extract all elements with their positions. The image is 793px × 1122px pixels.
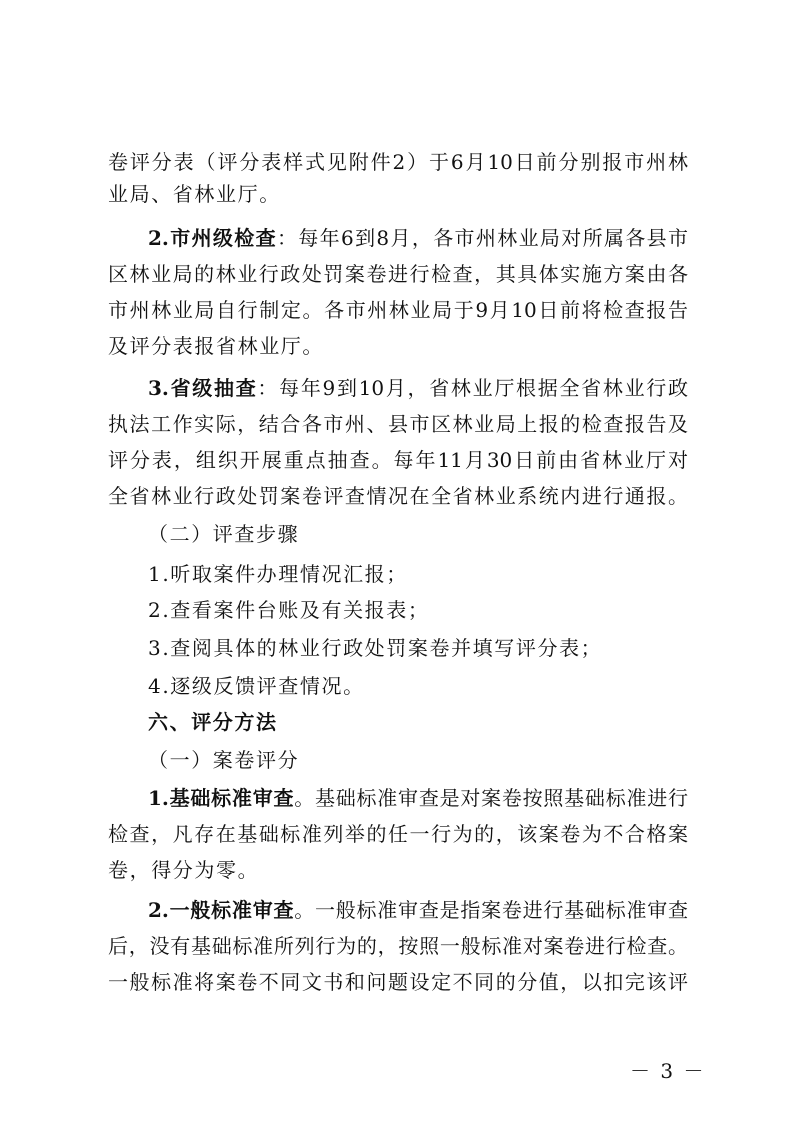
paragraph-line: 执法工作实际，结合各市州、县市区林业局上报的检查报告及 — [108, 412, 688, 436]
paragraph-text: ：每年6到8月，各市州林业局对所属各县市 — [276, 226, 688, 250]
paragraph-line: 检查，凡存在基础标准列举的任一行为的，该案卷为不合格案 — [108, 822, 688, 846]
paragraph-line — [148, 784, 688, 812]
paragraph-line: 后，没有基础标准所列行为的，按照一般标准对案卷进行检查。 — [108, 934, 688, 958]
paragraph-text: 。一般标准审查是指案卷进行基础标准审查 — [294, 898, 688, 922]
paragraph-text: ：每年9到10月，省林业厅根据全省林业行政 — [257, 376, 688, 400]
paragraph-line — [148, 224, 688, 252]
section-heading-inline: 3.省级抽查 — [148, 376, 258, 400]
subsection-heading: （一）案卷评分 — [148, 748, 300, 772]
list-item: 4.逐级反馈评查情况。 — [148, 674, 365, 698]
section-heading-inline: 2.一般标准审查 — [148, 898, 295, 922]
list-item: 2.查看案件台账及有关报表； — [148, 598, 430, 622]
paragraph-line: 区林业局的林业行政处罚案卷进行检查，其具体实施方案由各 — [108, 262, 688, 286]
paragraph-text: 。基础标准审查是对案卷按照基础标准进行 — [294, 786, 688, 810]
paragraph-line: 市州林业局自行制定。各市州林业局于9月10日前将检查报告 — [108, 298, 688, 322]
section-heading: 六、评分方法 — [148, 710, 278, 734]
paragraph-line — [148, 374, 688, 402]
list-item: 1.听取案件办理情况汇报； — [148, 562, 408, 586]
section-heading-inline: 1.基础标准审查 — [148, 786, 295, 810]
paragraph-line: 卷评分表（评分表样式见附件2）于6月10日前分别报市州林 — [108, 150, 688, 174]
section-heading-inline: 2.市州级检查 — [148, 226, 277, 250]
list-item: 3.查阅具体的林业行政处罚案卷并填写评分表； — [148, 636, 603, 660]
paragraph-line — [148, 896, 688, 924]
paragraph-line: 及评分表报省林业厅。 — [108, 334, 324, 358]
paragraph-line: 评分表，组织开展重点抽查。每年11月30日前由省林业厅对 — [108, 448, 688, 472]
paragraph-line: 一般标准将案卷不同文书和问题设定不同的分值，以扣完该评 — [108, 970, 688, 994]
paragraph-line: 业局、省林业厅。 — [108, 182, 281, 206]
page-number: － 3 － — [630, 1059, 706, 1083]
paragraph-line: 卷，得分为零。 — [108, 858, 260, 882]
paragraph-line: 全省林业行政处罚案卷评查情况在全省林业系统内进行通报。 — [108, 484, 688, 508]
subsection-heading: （二）评查步骤 — [148, 522, 300, 546]
